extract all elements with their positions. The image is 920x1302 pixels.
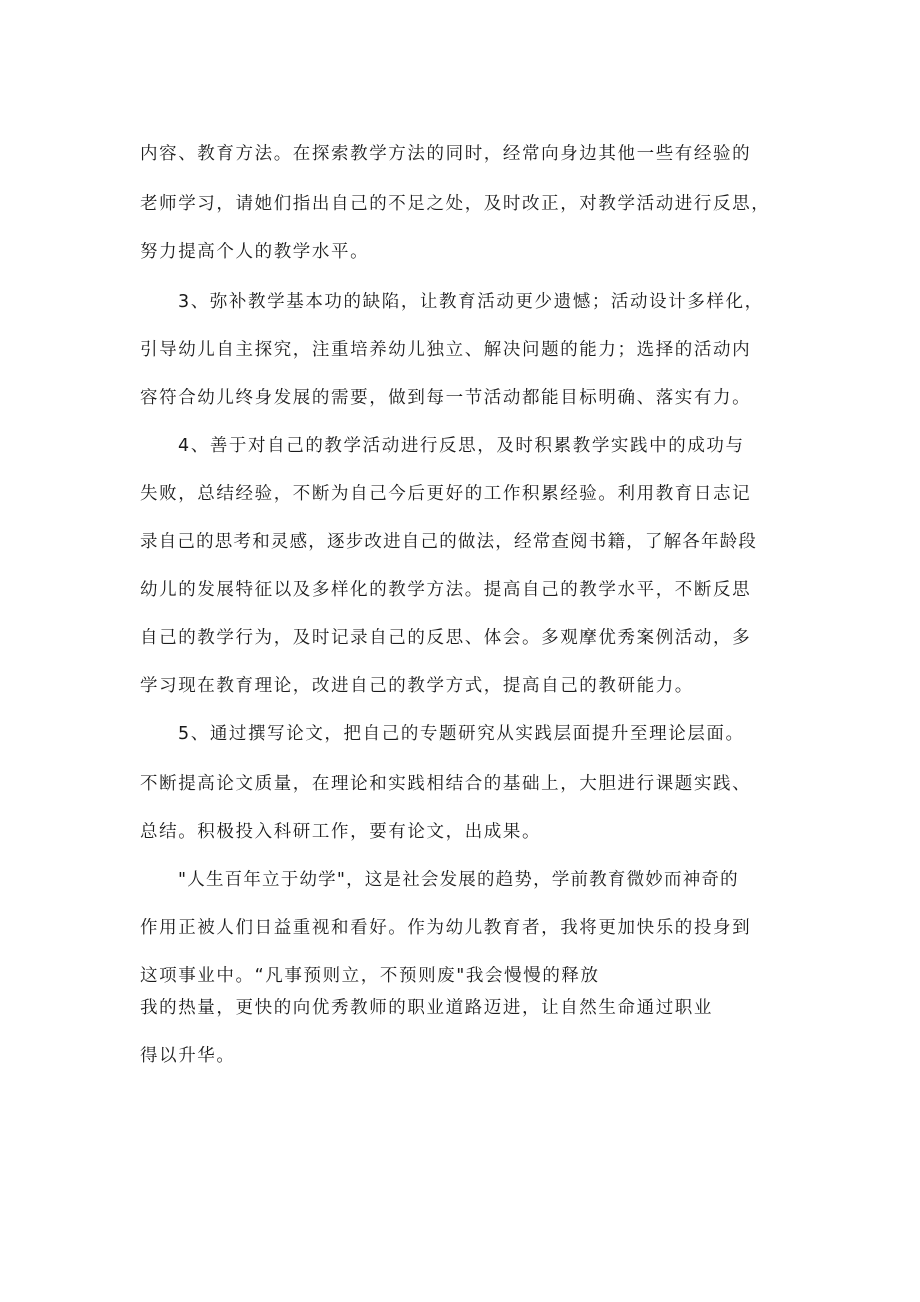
- text-line: 内容、教育方法。在探索教学方法的同时，经常向身边其他一些有经验的: [140, 144, 752, 164]
- text-line: 努力提高个人的教学水平。: [140, 242, 370, 262]
- text-line: 学习现在教育理论，改进自己的教学方式，提高自己的教研能力。: [140, 676, 694, 696]
- text-line: 3、弥补教学基本功的缺陷，让教育活动更少遗憾；活动设计多样化，: [178, 292, 764, 312]
- text-line: 不断提高论文质量，在理论和实践相结合的基础上，大胆进行课题实践、: [140, 774, 752, 794]
- text-line: 5、通过撰写论文，把自己的专题研究从实践层面提升至理论层面。: [178, 724, 745, 744]
- text-line: 我的热量，更快的向优秀教师的职业道路迈进，让自然生命通过职业: [140, 998, 713, 1018]
- text-line: 这项事业中。“凡事预则立，不预则废"我会慢慢的释放: [140, 966, 600, 986]
- text-line: 得以升华。: [140, 1046, 236, 1066]
- text-line: 失败，总结经验，不断为自己今后更好的工作积累经验。利用教育日志记: [140, 484, 752, 504]
- text-line: 容符合幼儿终身发展的需要，做到每一节活动都能目标明确、落实有力。: [140, 388, 752, 408]
- text-line: 引导幼儿自主探究，注重培养幼儿独立、解决问题的能力；选择的活动内: [140, 340, 752, 360]
- text-line: 总结。积极投入科研工作，要有论文，出成果。: [140, 822, 542, 842]
- text-line: "人生百年立于幼学"，这是社会发展的趋势，学前教育微妙而神奇的: [178, 870, 739, 890]
- text-line: 老师学习，请她们指出自己的不足之处，及时改正，对教学活动进行反思，: [140, 194, 771, 214]
- text-line: 幼儿的发展特征以及多样化的教学方法。提高自己的教学水平，不断反思: [140, 580, 752, 600]
- text-line: 录自己的思考和灵感，逐步改进自己的做法，经常查阅书籍，了解各年龄段: [140, 532, 758, 552]
- text-line: 作用正被人们日益重视和看好。作为幼儿教育者，我将更加快乐的投身到: [140, 918, 752, 938]
- text-line: 4、善于对自己的教学活动进行反思，及时积累教学实践中的成功与: [178, 436, 745, 456]
- text-line: 自己的教学行为，及时记录自己的反思、体会。多观摩优秀案例活动，多: [140, 628, 752, 648]
